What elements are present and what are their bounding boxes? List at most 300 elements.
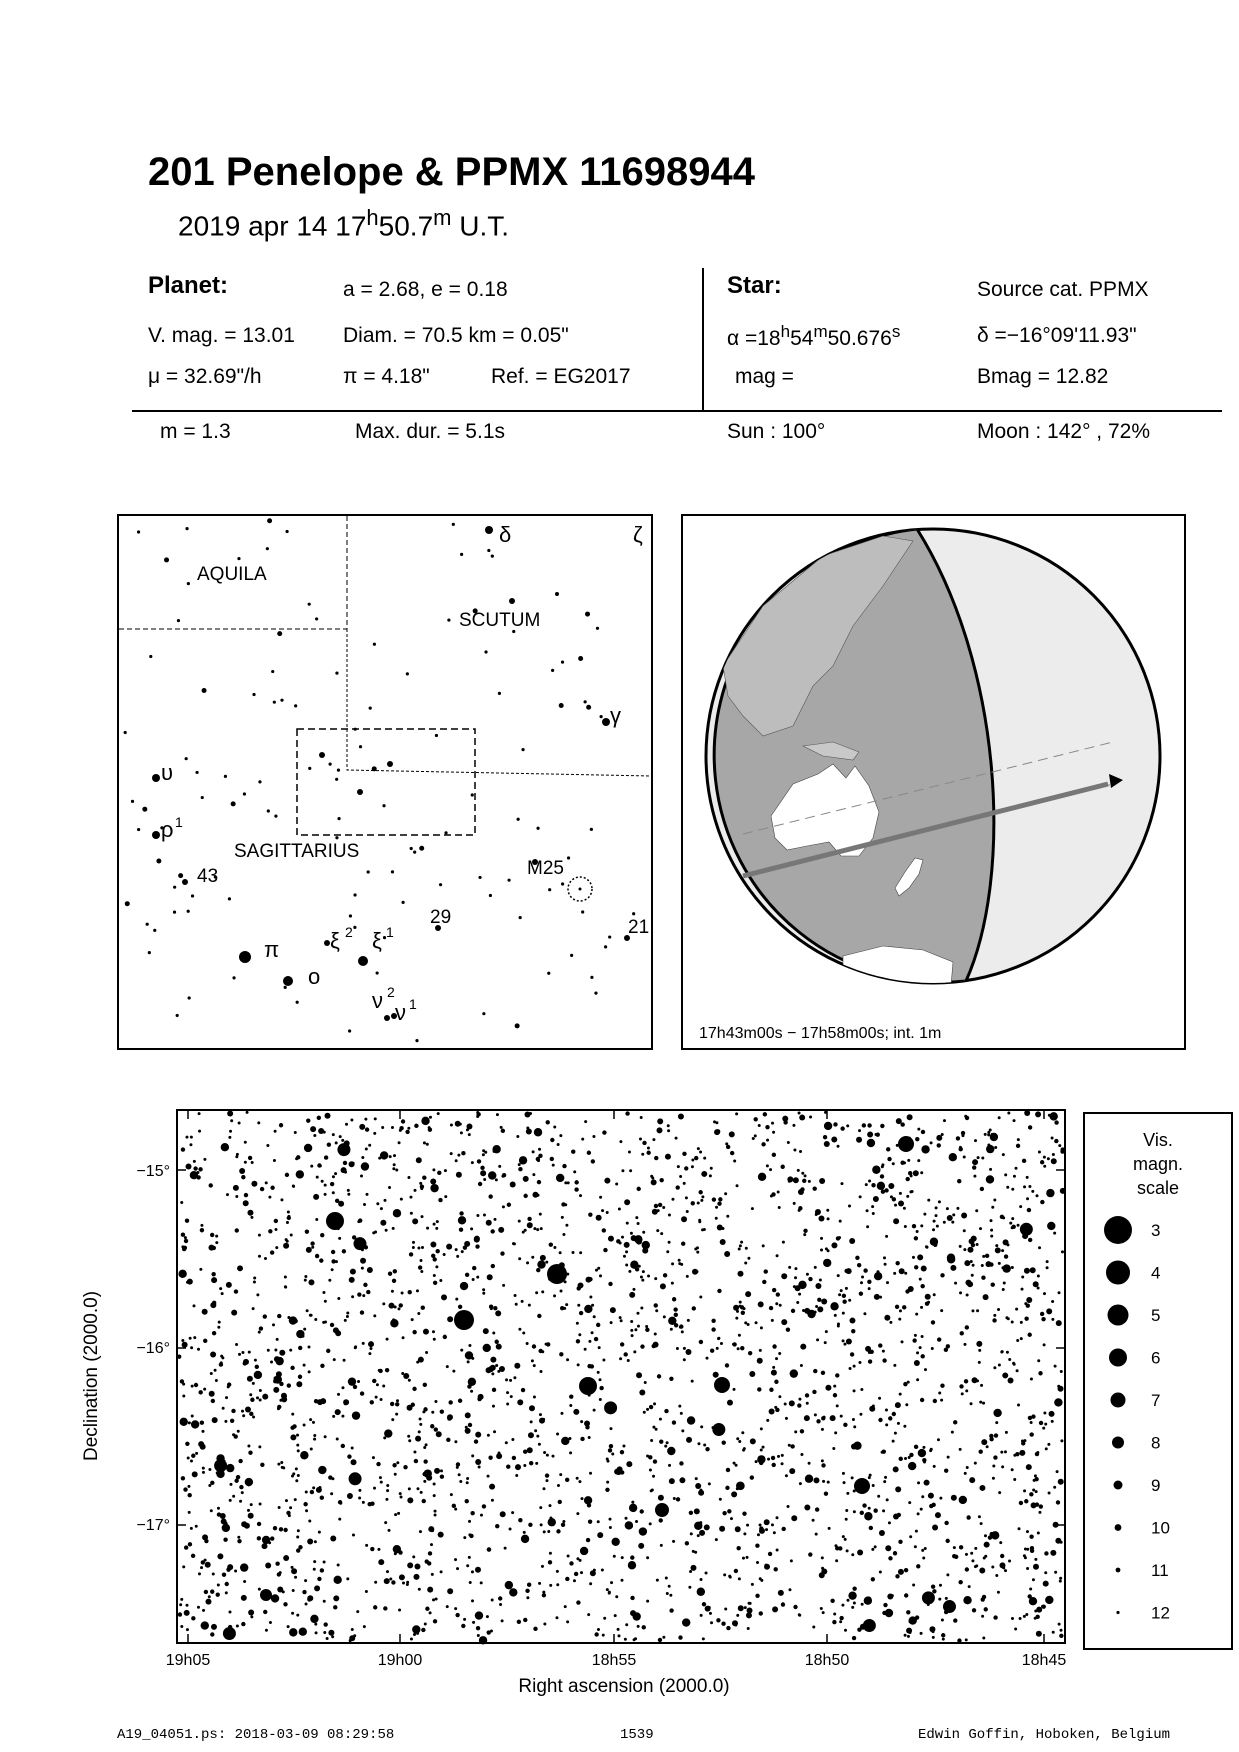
field-star [205,1562,211,1568]
field-star [916,1230,919,1233]
field-star [192,1471,198,1477]
field-star [1001,1249,1004,1252]
field-star [771,1456,775,1460]
field-star [866,1225,869,1228]
field-star [1061,1250,1064,1253]
field-star [917,1159,920,1162]
finder-star [152,831,160,839]
field-star [428,1126,431,1129]
field-star [706,1357,709,1360]
field-star [654,1303,658,1307]
field-star [1039,1504,1043,1508]
finder-star [252,693,255,696]
field-star [258,1588,261,1591]
field-star [663,1315,666,1318]
finder-star [578,656,583,661]
field-star [604,1401,617,1414]
field-star [458,1473,461,1476]
field-star [941,1633,945,1637]
field-star [907,1381,910,1384]
field-star [324,1435,327,1438]
field-star [755,1460,758,1463]
field-star [608,1448,612,1452]
field-star [938,1200,941,1203]
field-star [1015,1452,1019,1456]
field-star [526,1129,532,1135]
field-star [1016,1339,1019,1342]
field-star [1019,1501,1023,1505]
finder-star [484,650,487,653]
field-star [718,1197,722,1201]
event-moon: Moon : 142° , 72% [977,420,1151,443]
field-star [518,1328,521,1331]
field-star [1052,1153,1055,1156]
field-star [859,1291,863,1295]
field-star [1015,1167,1018,1170]
field-star [545,1479,548,1482]
field-star [198,1441,204,1447]
field-star [781,1454,784,1457]
field-star [679,1326,682,1329]
field-star [1011,1468,1014,1471]
star-mag: mag = [735,365,794,388]
field-star [433,1619,437,1623]
field-star [1017,1404,1020,1407]
field-star [995,1574,998,1577]
field-star [435,1265,438,1268]
field-star [564,1605,567,1608]
field-star [899,1268,905,1274]
field-star [630,1329,633,1332]
field-star [204,1590,208,1594]
field-star [624,1199,630,1205]
finder-star [237,557,240,560]
field-star [759,1349,762,1352]
field-star [958,1580,962,1584]
field-star [878,1343,882,1347]
finder-star [515,1023,520,1028]
field-star [928,1493,934,1499]
field-star [574,1180,578,1184]
field-star [431,1573,434,1576]
field-star [975,1564,978,1567]
field-star [312,1486,315,1489]
field-star [804,1505,810,1511]
field-star [306,1118,310,1122]
field-star [676,1185,680,1189]
field-star [976,1309,979,1312]
field-star [832,1447,835,1450]
field-star [241,1175,245,1179]
field-star [959,1496,967,1504]
field-star [457,1154,460,1157]
field-star [904,1568,908,1572]
field-star [673,1307,677,1311]
field-star [557,1143,560,1146]
field-star [971,1309,974,1312]
field-star [523,1194,527,1198]
legend-dot [1108,1305,1129,1326]
ytick-label: −17° [136,1517,170,1534]
field-star [1035,1111,1041,1117]
field-star [320,1398,326,1404]
field-star [384,1429,392,1437]
field-star [798,1111,801,1114]
field-star [787,1505,790,1508]
field-star [265,1629,268,1632]
field-star [604,1178,610,1184]
field-star [386,1484,389,1487]
field-star [788,1266,791,1269]
field-star [634,1637,637,1640]
field-star [456,1172,462,1178]
field-star [764,1269,768,1273]
field-star [310,1490,314,1494]
field-star [443,1253,446,1256]
field-star [394,1552,397,1555]
field-star [318,1531,321,1534]
field-star [964,1260,970,1266]
field-star [883,1603,887,1607]
field-star [499,1366,505,1372]
field-star [834,1431,837,1434]
legend-dot [1104,1216,1132,1244]
event-max-duration: Max. dur. = 5.1s [355,420,505,443]
field-star [802,1309,805,1312]
field-star [407,1127,410,1130]
field-star [1023,1185,1026,1188]
field-star [459,1228,463,1232]
field-star [434,1514,437,1517]
field-star [899,1393,902,1396]
field-star [1022,1159,1026,1163]
field-star [1037,1531,1040,1534]
field-star [578,1480,581,1483]
label-rho-sup: 1 [175,814,183,830]
field-star [1026,1176,1029,1179]
field-star [998,1262,1001,1265]
field-star [251,1181,257,1187]
field-star [885,1545,891,1551]
field-star [651,1176,654,1179]
field-star [882,1611,886,1615]
field-star [1033,1564,1039,1570]
finder-star [267,809,270,812]
field-star [687,1319,690,1322]
field-star [392,1279,396,1283]
field-star [751,1207,754,1210]
field-star [640,1116,643,1119]
field-star [211,1277,217,1283]
field-star [1046,1189,1054,1197]
field-star [747,1607,753,1613]
field-star [384,1521,387,1524]
field-star [864,1512,872,1520]
field-star [676,1347,679,1350]
field-star [337,1564,340,1567]
field-star [596,1215,602,1221]
field-star [446,1244,452,1250]
field-star [609,1444,613,1448]
field-star [691,1158,694,1161]
field-star [561,1437,569,1445]
field-star [436,1431,442,1437]
field-star [957,1638,961,1642]
field-star [636,1312,639,1315]
field-star [933,1465,936,1468]
field-star [846,1124,849,1127]
field-star [886,1147,890,1151]
field-star [799,1482,802,1485]
legend-title-1: Vis. [1143,1130,1173,1150]
field-star [202,1534,208,1540]
field-star [1054,1139,1058,1143]
field-star [215,1241,218,1244]
finder-star [243,792,246,795]
xtick-label: 19h05 [165,1652,211,1669]
field-star [1000,1554,1004,1558]
field-star [195,1525,198,1528]
field-star [385,1229,388,1232]
event-sun: Sun : 100° [727,420,826,443]
field-star [902,1305,906,1309]
field-star [943,1119,946,1122]
field-star [794,1276,797,1279]
field-star [720,1342,723,1345]
field-star [957,1179,961,1183]
field-star [210,1632,214,1636]
field-star [613,1555,616,1558]
field-star [394,1473,397,1476]
field-star [963,1596,971,1604]
field-star [1054,1398,1062,1406]
field-star [898,1569,904,1575]
field-star [970,1402,973,1405]
field-star [469,1355,472,1358]
field-star [182,1395,185,1398]
field-star [821,1567,824,1570]
field-star [818,1215,824,1221]
field-star [1044,1551,1048,1555]
field-star [927,1199,930,1202]
field-star [593,1569,596,1572]
field-star [625,1264,628,1267]
field-star [210,1509,213,1512]
field-star [920,1632,923,1635]
field-star [713,1372,719,1378]
field-star [689,1511,693,1515]
field-star [971,1243,975,1247]
field-star [746,1556,749,1559]
field-star [678,1113,684,1119]
field-star [553,1125,556,1128]
field-star [493,1150,496,1153]
field-star [291,1413,294,1416]
field-star [291,1568,297,1574]
star-delta: δ =−16°09'11.93" [977,324,1137,347]
finder-star [373,643,376,646]
field-star [787,1141,790,1144]
field-star [1029,1432,1033,1436]
field-star [712,1423,725,1436]
field-star [837,1274,840,1277]
field-star [423,1480,426,1483]
field-star [837,1325,840,1328]
field-star [824,1341,827,1344]
field-star [370,1400,374,1404]
field-star [476,1276,479,1279]
field-star [1017,1224,1020,1227]
field-star [268,1196,271,1199]
field-star [822,1611,825,1614]
field-star [769,1306,773,1310]
field-star [762,1280,766,1284]
field-star [357,1220,360,1223]
field-star [363,1283,367,1287]
field-star [637,1222,640,1225]
field-star [212,1246,216,1250]
field-star [981,1615,984,1618]
field-star [788,1588,791,1591]
field-star [565,1577,569,1581]
finder-star [602,718,610,726]
field-star [428,1526,434,1532]
field-star [240,1563,248,1571]
field-star [913,1170,919,1176]
field-star [603,1617,606,1620]
finder-star [201,796,204,799]
field-star [414,1124,418,1128]
field-star [871,1205,874,1208]
field-star [1013,1119,1016,1122]
field-star [896,1118,902,1124]
field-star [842,1472,845,1475]
field-star [244,1523,250,1529]
finder-star [176,1014,179,1017]
field-star [242,1414,245,1417]
field-star [747,1257,750,1260]
field-star [326,1349,330,1353]
xtick-label: 18h50 [804,1652,850,1669]
field-star [495,1178,498,1181]
field-star [361,1267,364,1270]
field-star [932,1228,935,1231]
field-star [931,1347,934,1350]
legend-canvas [1085,1114,1231,1648]
field-star [791,1515,797,1521]
field-star [431,1254,435,1258]
field-star [942,1638,945,1641]
field-star [237,1536,240,1539]
field-star [844,1538,847,1541]
field-star [413,1574,419,1580]
field-star [447,1588,453,1594]
field-star [751,1583,754,1586]
field-star [819,1279,822,1282]
field-star [736,1310,739,1313]
finder-star [489,894,492,897]
field-star [296,1170,304,1178]
field-star [775,1408,779,1412]
field-star [407,1435,410,1438]
field-star [843,1481,846,1484]
field-star [868,1507,871,1510]
field-star [531,1256,534,1259]
field-star [542,1593,546,1597]
field-star [815,1507,819,1511]
field-star [732,1620,738,1626]
field-star [333,1358,336,1361]
field-star [674,1323,678,1327]
field-star [565,1478,569,1482]
field-star [365,1590,368,1593]
field-star [343,1161,347,1165]
field-star [868,1476,871,1479]
field-star [1058,1291,1061,1294]
field-star [820,1607,823,1610]
field-star [274,1130,277,1133]
field-star [793,1605,797,1609]
legend-mag-label: 11 [1151,1561,1169,1580]
field-star [224,1420,227,1423]
field-star [735,1526,741,1532]
field-star [899,1309,902,1312]
field-star [560,1412,563,1415]
field-star [615,1182,618,1185]
field-star [961,1134,964,1137]
field-star [435,1227,438,1230]
footer-author: Edwin Goffin, Hoboken, Belgium [918,1727,1171,1743]
field-star [672,1420,676,1424]
field-star [593,1409,596,1412]
finder-star [124,731,127,734]
field-star [475,1459,481,1465]
field-star [523,1618,527,1622]
field-star [461,1250,464,1253]
earth-globe-panel [681,514,1186,1050]
field-star [1031,1190,1034,1193]
field-star [750,1438,756,1444]
field-star [922,1591,935,1604]
field-star [587,1613,590,1616]
field-star [912,1338,916,1342]
field-star [181,1339,184,1342]
field-star [379,1476,382,1479]
field-star [977,1156,980,1159]
field-star [191,1554,195,1558]
field-star [953,1420,957,1424]
field-star [296,1434,299,1437]
field-star [547,1530,550,1533]
field-star [945,1539,949,1543]
legend-mag-label: 5 [1151,1306,1161,1325]
field-star [585,1425,589,1429]
field-star [884,1476,887,1479]
field-star [239,1500,242,1503]
finder-star [348,1029,351,1032]
field-star [1012,1362,1015,1365]
field-star [821,1416,825,1420]
field-star [631,1334,634,1337]
field-star [491,1264,495,1268]
field-star [646,1455,649,1458]
field-star [250,1398,254,1402]
field-star [283,1243,289,1249]
field-star [495,1524,499,1528]
field-star [914,1236,918,1240]
field-star [771,1523,774,1526]
field-star [466,1477,469,1480]
